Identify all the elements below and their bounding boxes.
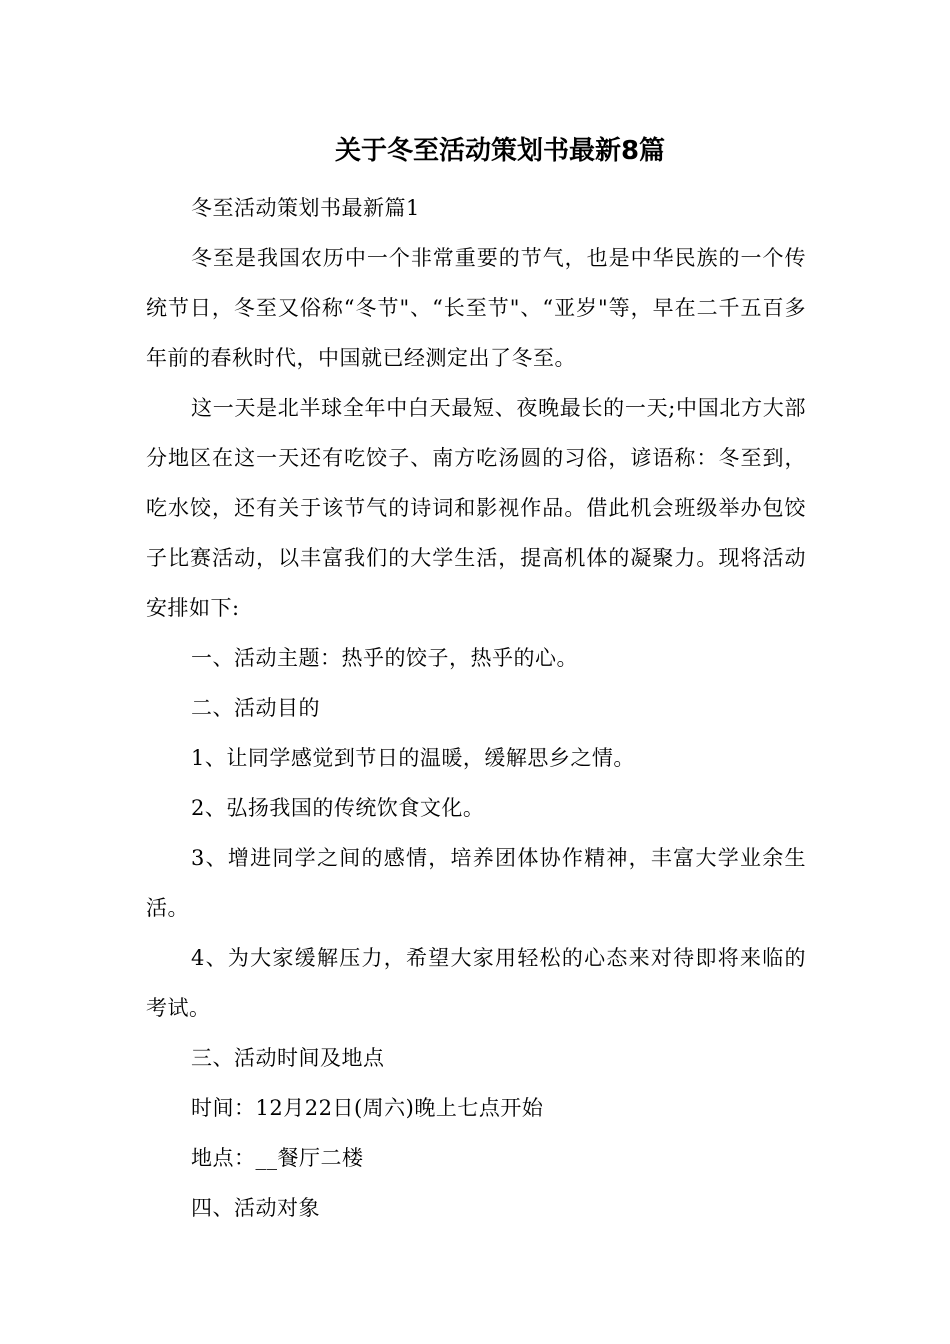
paragraph-arrangement: 这一天是北半球全年中白天最短、夜晚最长的一天;中国北方大部分地区在这一天还有吃饺子、南方吃汤圆的习俗，谚语称：冬至到，吃水饺，还有关于该节气的诗词和影视作品。借此机会班级举办包饺子比赛活动，以丰富我们的大学生活，提高机体的凝聚力。现将活动安排如下: <box>146 396 806 620</box>
purpose-item-2: 2、弘扬我国的传统饮食文化。 <box>191 796 485 820</box>
paragraph-intro: 冬至是我国农历中一个非常重要的节气，也是中华民族的一个传统节日，冬至又俗称“冬节"、“长至节"、“亚岁"等，早在二千五百多年前的春秋时代，中国就已经测定出了冬至。 <box>146 246 806 370</box>
document-body <box>146 183 806 1233</box>
audience-heading: 四、活动对象 <box>191 1196 320 1220</box>
purpose-item-3: 3、增进同学之间的感情，培养团体协作精神，丰富大学业余生活。 <box>146 846 806 920</box>
purpose-item-4: 4、为大家缓解压力，希望大家用轻松的心态来对待即将来临的考试。 <box>146 946 806 1020</box>
time-place-heading: 三、活动时间及地点 <box>191 1046 385 1070</box>
theme-line: 一、活动主题：热乎的饺子，热乎的心。 <box>191 646 578 670</box>
document-title: 关于冬至活动策划书最新8篇 <box>334 136 666 166</box>
time-line: 时间：12月22日(周六)晚上七点开始 <box>191 1096 544 1120</box>
section-heading: 冬至活动策划书最新篇1 <box>191 196 420 220</box>
purpose-item-1: 1、让同学感觉到节日的温暖，缓解思乡之情。 <box>191 746 635 770</box>
place-line: 地点：__餐厅二楼 <box>191 1146 364 1170</box>
purpose-heading: 二、活动目的 <box>191 696 320 720</box>
